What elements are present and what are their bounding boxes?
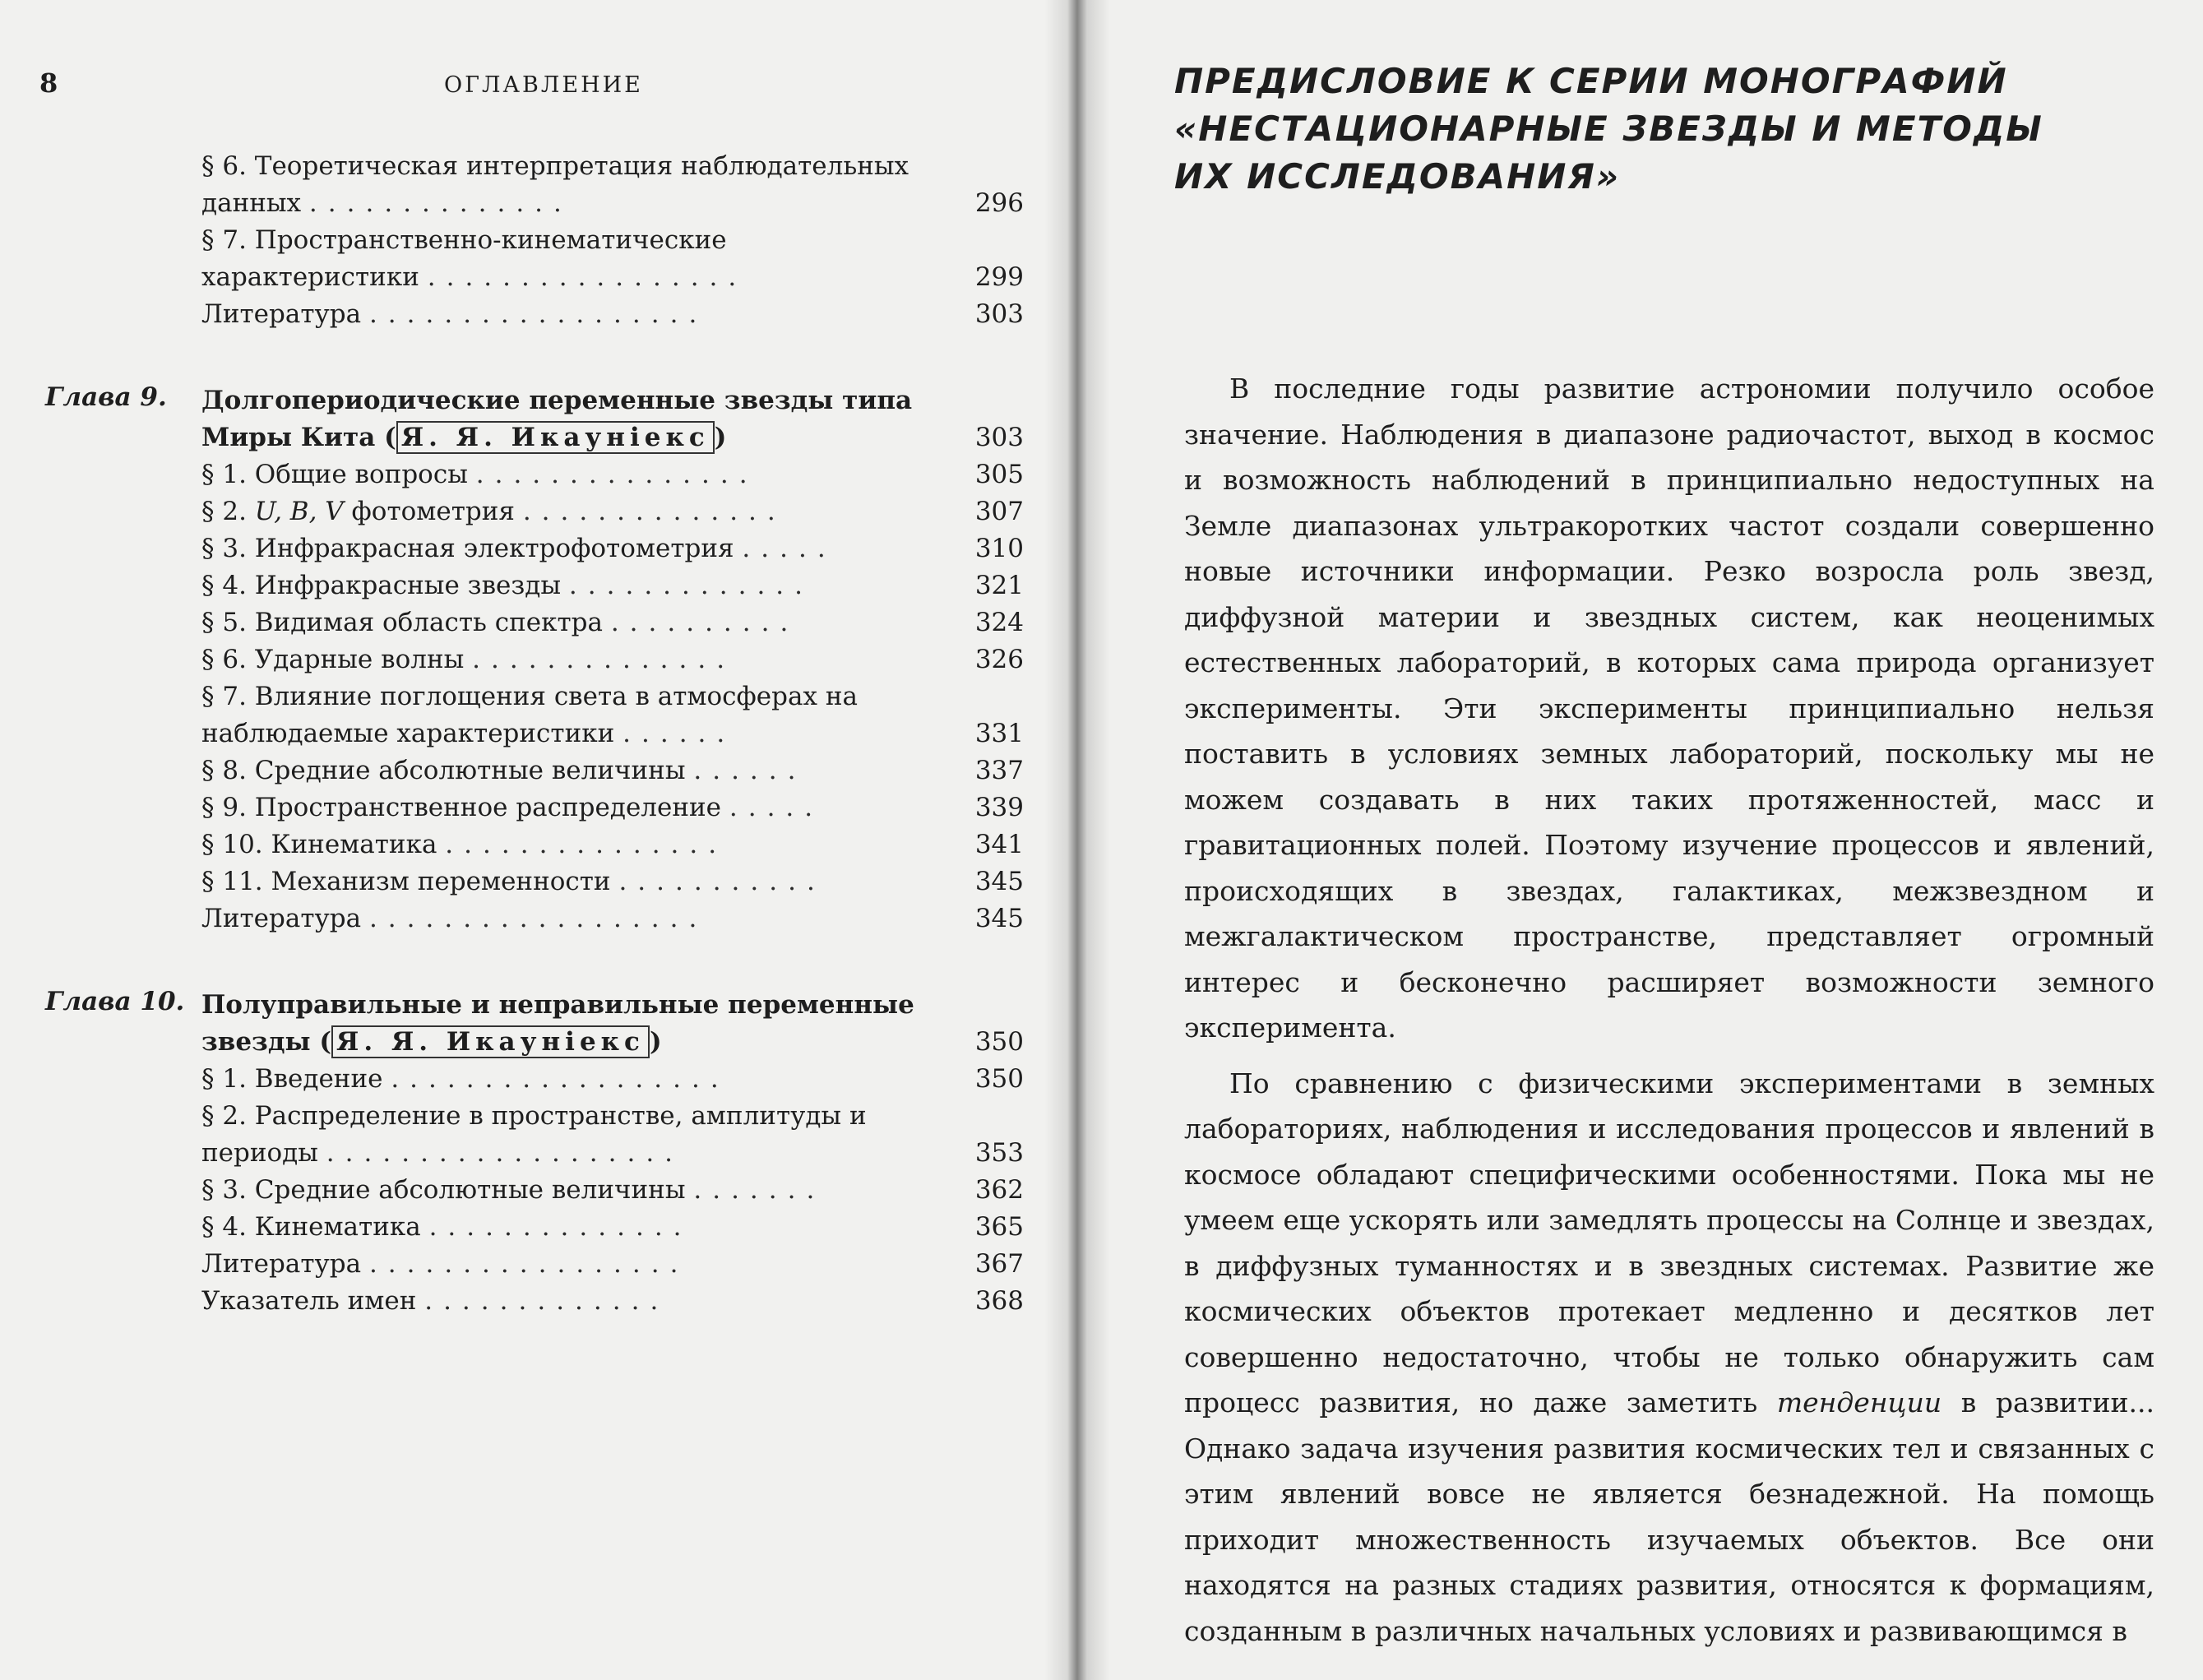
toc-entry-text: Литература	[201, 904, 362, 933]
table-of-contents	[0, 148, 1069, 1320]
toc-entry-text: § 7. Пространственно-кинематические характеристики	[201, 225, 727, 292]
toc-page-number: 350	[974, 1064, 1024, 1094]
toc-page-number: 303	[974, 299, 1024, 329]
preface-title	[1174, 58, 2161, 201]
toc-entry: § 4. Инфракрасные звезды ............. 321	[201, 567, 1024, 604]
chapter-title: Полуправильные и неправильные переменные звезды (	[201, 990, 914, 1057]
toc-entry: § 10. Кинематика ............... 341	[201, 826, 1024, 863]
toc-entry-text: Литература	[201, 299, 362, 329]
preface-title-line: ПРЕДИСЛОВИЕ К СЕРИИ МОНОГРАФИЙ	[1174, 61, 2008, 101]
toc-page-number: 310	[974, 534, 1024, 563]
toc-entry-text: § 2. Распределение в пространстве, амплитуды и периоды	[201, 1101, 867, 1168]
preface-title-line: ИХ ИССЛЕДОВАНИЯ»	[1174, 156, 1621, 197]
chapter-author: Я. Я. Икаунiекс	[331, 1025, 650, 1058]
toc-entry: § 2. U, B, V фотометрия .............. 307	[201, 493, 1024, 530]
toc-entry: § 8. Средние абсолютные величины ...... 337	[201, 752, 1024, 789]
toc-page-number: 299	[974, 262, 1024, 292]
toc-entry-text-pre: § 2.	[201, 497, 255, 526]
toc-entry: § 3. Инфракрасная электрофотометрия ..... 310	[201, 530, 1024, 567]
toc-page-number: 296	[974, 188, 1024, 218]
toc-page-number: 331	[974, 719, 1024, 748]
toc-page-number: 337	[974, 756, 1024, 785]
toc-entry: § 1. Введение .................. 350	[201, 1061, 1024, 1098]
toc-entry: § 1. Общие вопросы ............... 305	[201, 456, 1024, 493]
toc-page-number: 307	[974, 497, 1024, 526]
toc-entry: § 7. Пространственно-кинематические характеристики ................. 299	[201, 222, 1024, 296]
chapter-title: Долгопериодические переменные звезды типа Миры Кита (	[201, 386, 913, 452]
toc-page-number: 367	[974, 1249, 1024, 1279]
toc-entry-text: Указатель имен	[201, 1286, 417, 1316]
chapter-label: Глава 9.	[45, 382, 167, 412]
toc-entry-text: § 6. Теоретическая интерпретация наблюдательных данных	[201, 151, 909, 218]
toc-entry-text: § 7. Влияние поглощения света в атмосферах на наблюдаемые характеристики	[201, 682, 858, 748]
toc-entry: § 2. Распределение в пространстве, амплитуды и периоды ................... 353	[201, 1098, 1024, 1172]
chapter-title-entry	[201, 382, 1024, 456]
toc-entry-symbols: U, B, V	[254, 497, 344, 526]
toc-page-number: 303	[974, 423, 1024, 452]
toc-page-number: 350	[974, 1027, 1024, 1057]
chapter-title-entry	[201, 987, 1024, 1061]
toc-entry: § 9. Пространственное распределение ..... 339	[201, 789, 1024, 826]
toc-entry-text-post: фотометрия	[343, 497, 515, 526]
running-head: ОГЛАВЛЕНИЕ	[444, 72, 643, 98]
chapter-label: Глава 10.	[45, 987, 185, 1016]
toc-entry: Литература .................. 303	[201, 296, 1024, 333]
preface-paragraph-2	[1184, 1061, 2154, 1655]
paragraph-text: в развитии... Однако задача изучения развития космических тел и связанных с этим явлений вовсе не является безнадежной. На помощь приходит множественность изучаемых объектов. Все они находятся на разных стадиях развития, относятся к формациям, созданным в различных начальных условиях и развивающимся в	[1184, 1386, 2154, 1647]
toc-entry-text: Литература	[201, 1249, 362, 1279]
toc-entry-text: § 1. Введение	[201, 1064, 383, 1094]
preface-title-line: «НЕСТАЦИОНАРНЫЕ ЗВЕЗДЫ И МЕТОДЫ	[1174, 109, 2043, 149]
toc-entry-text: § 9. Пространственное распределение	[201, 793, 722, 822]
toc-entry: Указатель имен ............. 368	[201, 1283, 1024, 1320]
toc-page-number: 365	[974, 1212, 1024, 1242]
toc-pre-block	[0, 148, 1069, 333]
toc-entry-text: § 10. Кинематика	[201, 830, 437, 859]
toc-entry: Литература ................. 367	[201, 1246, 1024, 1283]
toc-entry-text: § 3. Средние абсолютные величины	[201, 1175, 686, 1205]
toc-chapter-10	[0, 987, 1069, 1320]
toc-page-number: 345	[974, 867, 1024, 896]
toc-entry: § 6. Теоретическая интерпретация наблюдательных данных .............. 296	[201, 148, 1024, 222]
toc-entry: § 7. Влияние поглощения света в атмосферах на наблюдаемые характеристики ...... 331	[201, 678, 1024, 752]
toc-page-number: 345	[974, 904, 1024, 933]
toc-entry-text: § 8. Средние абсолютные величины	[201, 756, 686, 785]
emphasized-word: тенденции	[1776, 1386, 1942, 1419]
toc-page-number: 321	[974, 571, 1024, 600]
page-number: 8	[39, 67, 58, 99]
toc-entry-text: § 4. Кинематика	[201, 1212, 421, 1242]
toc-page-number: 305	[974, 460, 1024, 489]
toc-entry-text: § 3. Инфракрасная электрофотометрия	[201, 534, 734, 563]
toc-entry-text: § 11. Механизм переменности	[201, 867, 611, 896]
toc-entry: § 11. Механизм переменности ........... 345	[201, 863, 1024, 900]
toc-entry: § 5. Видимая область спектра .......... 324	[201, 604, 1024, 641]
chapter-title-end: )	[649, 1027, 662, 1057]
preface-paragraph-1: В последние годы развитие астрономии получило особое значение. Наблюдения в диапазоне радиочастот, выход в космос и возможность наблюдений в принципиально недоступных на Земле диапазонах ультракоротких частот создали совершенно новые источники информации. Резко возросла роль звезд, диффузной материи и звездных систем, как неоценимых естественных лабораторий, в которых сама природа организует эксперименты. Эти эксперименты принципиально нельзя поставить в условиях земных лабораторий, поскольку мы не можем создавать в них таких протяженностей, масс и гравитационных полей. Поэтому изучение процессов и явлений, происходящих в звездах, галактиках, межзвездном и межгалактическом пространстве, представляет огромный интерес и бесконечно расширяет возможности земного эксперимента.	[1184, 373, 2154, 1044]
toc-entry: § 4. Кинематика .............. 365	[201, 1209, 1024, 1246]
toc-entry-text: § 6. Ударные волны	[201, 645, 465, 674]
chapter-author: Я. Я. Икаунiекс	[396, 421, 715, 454]
toc-entry: § 6. Ударные волны .............. 326	[201, 641, 1024, 678]
toc-page-number: 324	[974, 608, 1024, 637]
preface-body	[1184, 366, 2154, 1654]
chapter-title-end: )	[714, 423, 727, 452]
toc-entry: § 3. Средние абсолютные величины ....... 362	[201, 1172, 1024, 1209]
toc-entry-text: § 4. Инфракрасные звезды	[201, 571, 562, 600]
toc-chapter-9	[0, 382, 1069, 937]
toc-page-number: 362	[974, 1175, 1024, 1205]
paragraph-text: По сравнению с физическими экспериментами в земных лабораториях, наблюдения и исследования процессов и явлений в космосе обладают специфическими особенностями. Пока мы не умеем еще ускорять или замедлять процессы на Солнце и звездах, в диффузных туманностях и в звездных системах. Развитие же космических объектов протекает медленно и десятков лет совершенно недостаточно, чтобы не только обнаружить сам процесс развития, но даже заметить	[1184, 1067, 2154, 1419]
toc-entry-text: § 5. Видимая область спектра	[201, 608, 603, 637]
toc-page-number: 353	[974, 1138, 1024, 1168]
toc-page-number: 368	[974, 1286, 1024, 1316]
toc-page-number: 326	[974, 645, 1024, 674]
toc-entry-text: § 1. Общие вопросы	[201, 460, 468, 489]
toc-page-number: 339	[974, 793, 1024, 822]
toc-page-number: 341	[974, 830, 1024, 859]
toc-entry: Литература .................. 345	[201, 900, 1024, 937]
